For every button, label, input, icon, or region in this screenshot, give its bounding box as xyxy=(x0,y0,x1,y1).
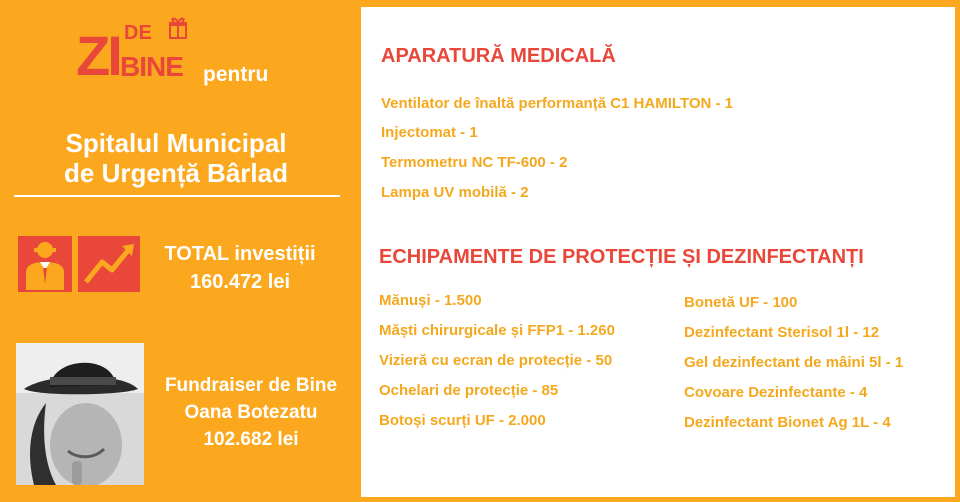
pentru-text: pentru xyxy=(203,63,269,86)
fundraiser-block xyxy=(146,372,356,453)
medical-equipment-title: APARATURĂ MEDICALĂ xyxy=(381,45,616,67)
medical-item: Injectomat - 1 xyxy=(381,124,478,141)
protection-item: Gel dezinfectant de mâini 5l - 1 xyxy=(684,354,904,371)
zi-de-bine-logo xyxy=(76,14,196,90)
medical-item: Termometru NC TF-600 - 2 xyxy=(381,154,568,171)
hospital-name xyxy=(0,128,358,188)
protection-item: Bonetă UF - 100 xyxy=(684,294,798,311)
protection-item: Vizieră cu ecran de protecție - 50 xyxy=(379,352,613,369)
fundraiser-label: Fundraiser de Bine xyxy=(164,375,338,396)
total-block xyxy=(150,240,330,296)
hospital-line-1: Spitalul Municipal xyxy=(65,128,287,158)
fundraiser-photo xyxy=(16,343,144,485)
total-amount: 160.472 lei xyxy=(189,271,291,293)
logo-zi: ZI xyxy=(76,24,120,87)
left-panel xyxy=(0,0,358,502)
protection-item: Dezinfectant Sterisol 1l - 12 xyxy=(684,324,880,341)
protection-item: Covoare Dezinfectante - 4 xyxy=(684,384,868,401)
trend-chart-icon xyxy=(78,236,140,292)
logo-de: DE xyxy=(124,22,152,44)
protection-item: Dezinfectant Bionet Ag 1L - 4 xyxy=(684,414,891,431)
protection-item: Ochelari de protecție - 85 xyxy=(379,382,559,399)
protection-title: ECHIPAMENTE DE PROTECȚIE ȘI DEZINFECTANȚI xyxy=(379,246,864,268)
donations-panel xyxy=(361,7,955,497)
logo-bine: BINE xyxy=(120,51,183,82)
medical-item: Ventilator de înaltă performanță C1 HAMILTON - 1 xyxy=(381,95,734,112)
protection-item: Măști chirurgicale și FFP1 - 1.260 xyxy=(379,322,615,339)
protection-item: Mănuși - 1.500 xyxy=(379,292,482,309)
hospital-line-2: de Urgență Bârlad xyxy=(64,158,288,188)
divider xyxy=(14,195,340,197)
medical-item: Lampa UV mobilă - 2 xyxy=(381,184,529,201)
fundraiser-amount: 102.682 lei xyxy=(203,429,299,450)
gift-icon xyxy=(168,16,188,40)
protection-item: Botoși scurți UF - 2.000 xyxy=(379,412,546,429)
businessman-icon xyxy=(18,236,72,292)
fundraiser-name: Oana Botezatu xyxy=(184,402,318,423)
total-label: TOTAL investiții xyxy=(164,243,316,265)
